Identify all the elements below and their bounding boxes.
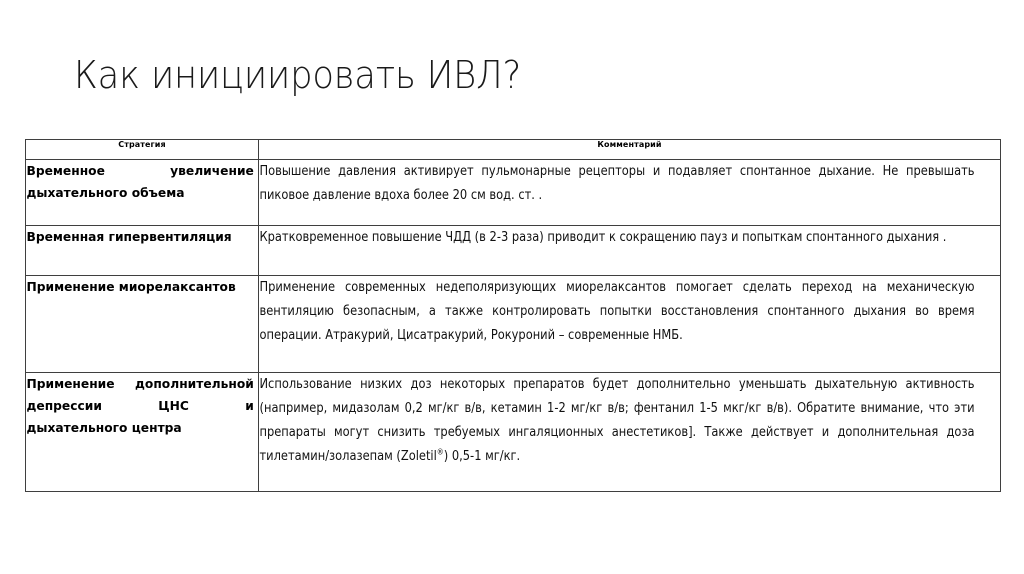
cell-strategy: Временное увеличение дыхательного объема	[26, 160, 254, 226]
column-header-strategy: Стратегия	[26, 140, 259, 160]
comment-text-part1: Использование низких доз некоторых препаратов будет дополнительно уменьшать дыхательную активность (например, мидазолам 0,2 мг/кг в/в, кетамин 1-2 мг/кг в/в; фентанил 1-5 мкг/кг в/в). Обратите внимание, что эти препараты могут снизить требуемых ингаляционных анестетиков]. Также действует и дополнительная доза тилетамин/золазепам (Zoletil	[258, 377, 975, 464]
table-header	[26, 140, 1001, 160]
comment-text-part2: ) 0,5-1 мг/кг.	[443, 449, 520, 464]
page-title: Как инициировать ИВЛ?	[74, 53, 522, 97]
cell-comment: Повышение давления активирует пульмонарные рецепторы и подавляет спонтанное дыхание. Не превышать пиковое давление вдоха более 20 см вод. ст. .	[259, 160, 975, 226]
cell-strategy: Применение дополнительной депрессии ЦНС и дыхательного центра	[26, 373, 254, 492]
trademark-symbol: ®	[436, 447, 444, 457]
table-row	[26, 373, 1001, 492]
cell-strategy: Применение миорелаксантов	[26, 276, 254, 373]
table-header-row	[26, 140, 1001, 160]
table-row	[26, 226, 1001, 276]
cell-strategy: Временная гипервентиляция	[26, 226, 254, 276]
table-row	[26, 276, 1001, 373]
table-body	[26, 160, 1001, 492]
cell-comment	[259, 373, 975, 492]
table-row	[26, 160, 1001, 226]
strategy-table	[25, 139, 1001, 492]
column-header-comment: Комментарий	[259, 140, 1001, 160]
strategy-table-container	[25, 139, 1000, 492]
cell-comment: Кратковременное повышение ЧДД (в 2-3 раза) приводит к сокращению пауз и попыткам спонтанного дыхания .	[259, 226, 975, 276]
cell-comment: Применение современных недеполяризующих миорелаксантов помогает сделать переход на механическую вентиляцию безопасным, а также контролировать попытки восстановления спонтанного дыхания во время операции. Атракурий, Цисатракурий, Рокуроний – современные НМБ.	[259, 276, 975, 373]
